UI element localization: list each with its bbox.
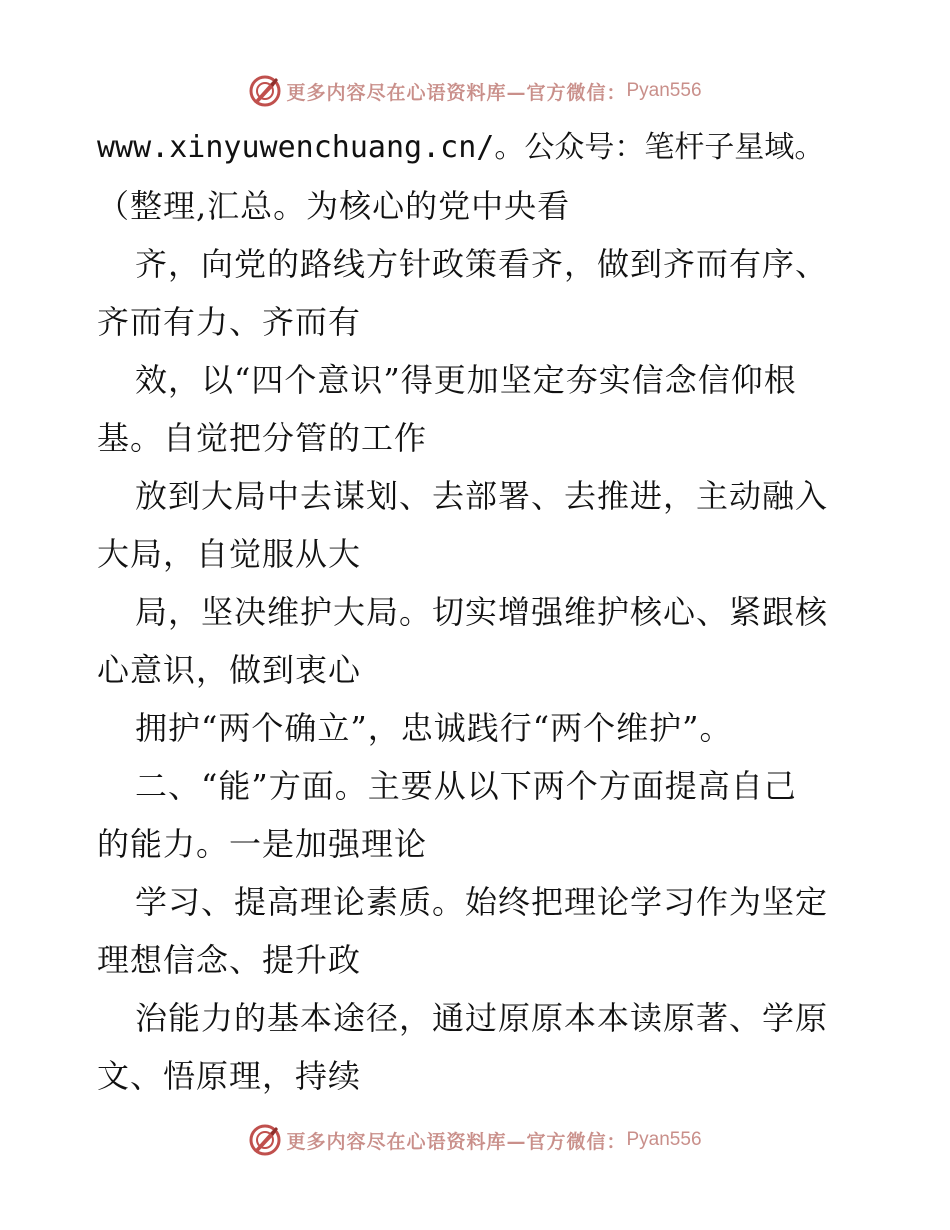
footer-watermark-banner xyxy=(0,1120,950,1160)
body-line: 文、悟原理，持续 xyxy=(97,1057,362,1095)
body-line: www.xinyuwenchuang.cn/。公众号：笔杆子星域。 xyxy=(97,130,825,165)
body-line: 治能力的基本途径，通过原原本本读原著、学原 xyxy=(135,999,829,1037)
header-wechat-id: Pyan556 xyxy=(626,80,702,101)
body-line: 齐而有力、齐而有 xyxy=(97,303,362,341)
body-line: 齐，向党的路线方针政策看齐，做到齐而有序、 xyxy=(135,245,829,283)
body-line: （整理,汇总。为核心的党中央看 xyxy=(97,187,571,225)
body-line: 理想信念、提升政 xyxy=(97,941,362,979)
body-line: 大局，自觉服从大 xyxy=(97,535,362,573)
body-line: 二、“能”方面。主要从以下两个方面提高自己 xyxy=(135,767,797,805)
body-line: 基。自觉把分管的工作 xyxy=(97,419,428,457)
header-brand-text: 更多内容尽在心语资料库—官方微信： xyxy=(286,81,627,104)
footer-wechat-id: Pyan556 xyxy=(626,1129,702,1150)
body-line: 学习、提高理论素质。始终把理论学习作为坚定 xyxy=(135,883,829,921)
body-line: 效，以“四个意识”得更加坚定夯实信念信仰根 xyxy=(135,361,797,399)
body-line: 拥护“两个确立”，忠诚践行“两个维护”。 xyxy=(135,709,733,747)
body-line: 局，坚决维护大局。切实增强维护核心、紧跟核 xyxy=(135,593,829,631)
body-line: 心意识，做到衷心 xyxy=(97,651,362,689)
pen-logo-icon xyxy=(248,1123,282,1157)
body-line: 放到大局中去谋划、去部署、去推进，主动融入 xyxy=(135,477,829,515)
footer-brand-text: 更多内容尽在心语资料库—官方微信： xyxy=(286,1130,627,1153)
body-line: 的能力。一是加强理论 xyxy=(97,825,428,863)
